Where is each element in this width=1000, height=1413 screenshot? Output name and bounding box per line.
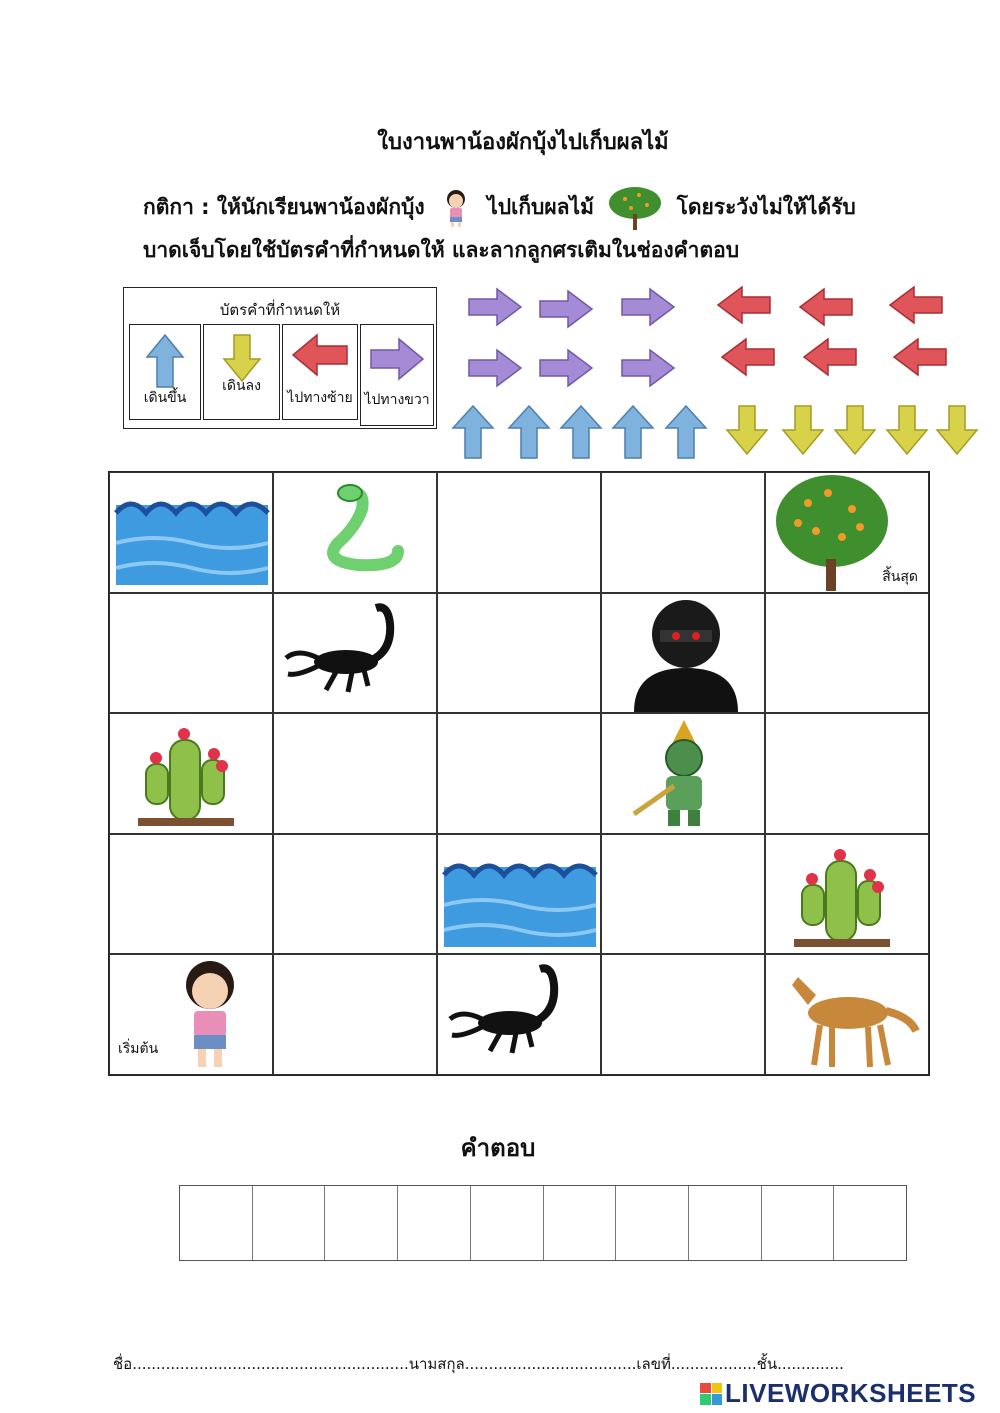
grid-cell-r5-c1	[109, 954, 273, 1075]
grid-cell-r1-c5	[765, 472, 929, 593]
grid-cell-r5-c5	[765, 954, 929, 1075]
cactus-icon	[768, 835, 928, 953]
draggable-down-arrow[interactable]	[885, 404, 929, 456]
rules-text-c: โดยระวังไม่ให้ได้รับ	[676, 195, 856, 219]
draggable-down-arrow[interactable]	[833, 404, 877, 456]
grid-cell-r2-c3	[437, 593, 601, 714]
draggable-right-arrow[interactable]	[620, 348, 676, 388]
legend-title: บัตรคำที่กำหนดให้	[219, 301, 341, 319]
answer-slot-4[interactable]	[398, 1186, 471, 1260]
draggable-up-arrow[interactable]	[559, 404, 603, 460]
grid-cell-r3-c2	[273, 713, 437, 834]
student-info-line: ชื่อ..........................................................นามสกุล....................................เลขที่..................ชั้น..............	[113, 1355, 844, 1373]
grid-cell-r5-c3	[437, 954, 601, 1075]
thief-icon	[604, 594, 764, 712]
rules-text-a: กติกา : ให้นักเรียนพาน้องผักบุ้ง	[143, 195, 425, 219]
grid-cell-r2-c5	[765, 593, 929, 714]
answer-slot-7[interactable]	[616, 1186, 689, 1260]
snake-icon	[276, 473, 436, 591]
liveworksheets-logo	[700, 1378, 976, 1409]
draggable-left-arrow[interactable]	[798, 287, 854, 327]
card-label: ไปทางขวา	[364, 392, 430, 408]
draggable-right-arrow[interactable]	[538, 289, 594, 329]
answer-slot-6[interactable]	[544, 1186, 617, 1260]
draggable-left-arrow[interactable]	[802, 337, 858, 377]
draggable-right-arrow[interactable]	[467, 287, 523, 327]
scorpion-icon	[440, 955, 600, 1073]
draggable-right-arrow[interactable]	[620, 287, 676, 327]
grid-cell-r3-c5	[765, 713, 929, 834]
worksheet-title: ใบงานพาน้องผักบุ้งไปเก็บผลไม้	[377, 130, 669, 155]
grid-cell-r1-c2	[273, 472, 437, 593]
card-label: เดินลง	[222, 378, 261, 394]
grid-cell-r1-c3	[437, 472, 601, 593]
answer-slot-8[interactable]	[689, 1186, 762, 1260]
cactus-icon	[112, 714, 272, 832]
draggable-down-arrow[interactable]	[935, 404, 979, 456]
end-label: สิ้นสุด	[882, 568, 918, 585]
answer-title: คำตอบ	[460, 1134, 536, 1162]
draggable-down-arrow[interactable]	[781, 404, 825, 456]
water-icon	[440, 835, 600, 953]
draggable-up-arrow[interactable]	[451, 404, 495, 460]
giant-demon-icon	[604, 714, 764, 832]
brand-text: LIVEWORKSHEETS	[725, 1378, 977, 1408]
grid-cell-r4-c2	[273, 834, 437, 955]
grid-cell-r2-c2	[273, 593, 437, 714]
start-label: เริ่มต้น	[118, 1040, 159, 1057]
answer-slot-3[interactable]	[325, 1186, 398, 1260]
grid-cell-r3-c3	[437, 713, 601, 834]
grid-cell-r1-c4	[601, 472, 765, 593]
grid-cell-r2-c1	[109, 593, 273, 714]
draggable-left-arrow[interactable]	[716, 285, 772, 325]
answer-slot-1[interactable]	[180, 1186, 253, 1260]
card-label: เดินขึ้น	[143, 390, 187, 406]
grid-cell-r4-c1	[109, 834, 273, 955]
liveworksheets-logo-icon	[700, 1383, 722, 1405]
draggable-right-arrow[interactable]	[467, 348, 523, 388]
answer-slot-10[interactable]	[834, 1186, 906, 1260]
rules-text-b: ไปเก็บผลไม้	[487, 195, 594, 219]
wolf-icon	[768, 955, 928, 1073]
grid-cell-r1-c1	[109, 472, 273, 593]
answer-slot-2[interactable]	[253, 1186, 326, 1260]
grid-cell-r3-c1	[109, 713, 273, 834]
rules-line-2: บาดเจ็บโดยใช้บัตรคำที่กำหนดให้ และลากลูกศรเติมในช่องคำตอบ	[143, 238, 740, 262]
grid-cell-r4-c3	[437, 834, 601, 955]
draggable-left-arrow[interactable]	[892, 337, 948, 377]
scorpion-icon	[276, 594, 436, 712]
answer-row	[179, 1185, 907, 1261]
grid-cell-r5-c2	[273, 954, 437, 1075]
draggable-up-arrow[interactable]	[611, 404, 655, 460]
grid-cell-r2-c4	[601, 593, 765, 714]
maze-grid	[108, 471, 930, 1076]
draggable-up-arrow[interactable]	[664, 404, 708, 460]
grid-cell-r5-c4	[601, 954, 765, 1075]
answer-slot-9[interactable]	[762, 1186, 835, 1260]
grid-cell-r4-c5	[765, 834, 929, 955]
grid-cell-r4-c4	[601, 834, 765, 955]
draggable-left-arrow[interactable]	[720, 337, 776, 377]
draggable-left-arrow[interactable]	[888, 285, 944, 325]
grid-cell-r3-c4	[601, 713, 765, 834]
water-icon	[112, 473, 272, 591]
draggable-right-arrow[interactable]	[538, 348, 594, 388]
draggable-down-arrow[interactable]	[725, 404, 769, 456]
card-label: ไปทางซ้าย	[287, 390, 353, 406]
answer-slot-5[interactable]	[471, 1186, 544, 1260]
draggable-up-arrow[interactable]	[507, 404, 551, 460]
draggable-arrow-pool	[0, 0, 1000, 470]
